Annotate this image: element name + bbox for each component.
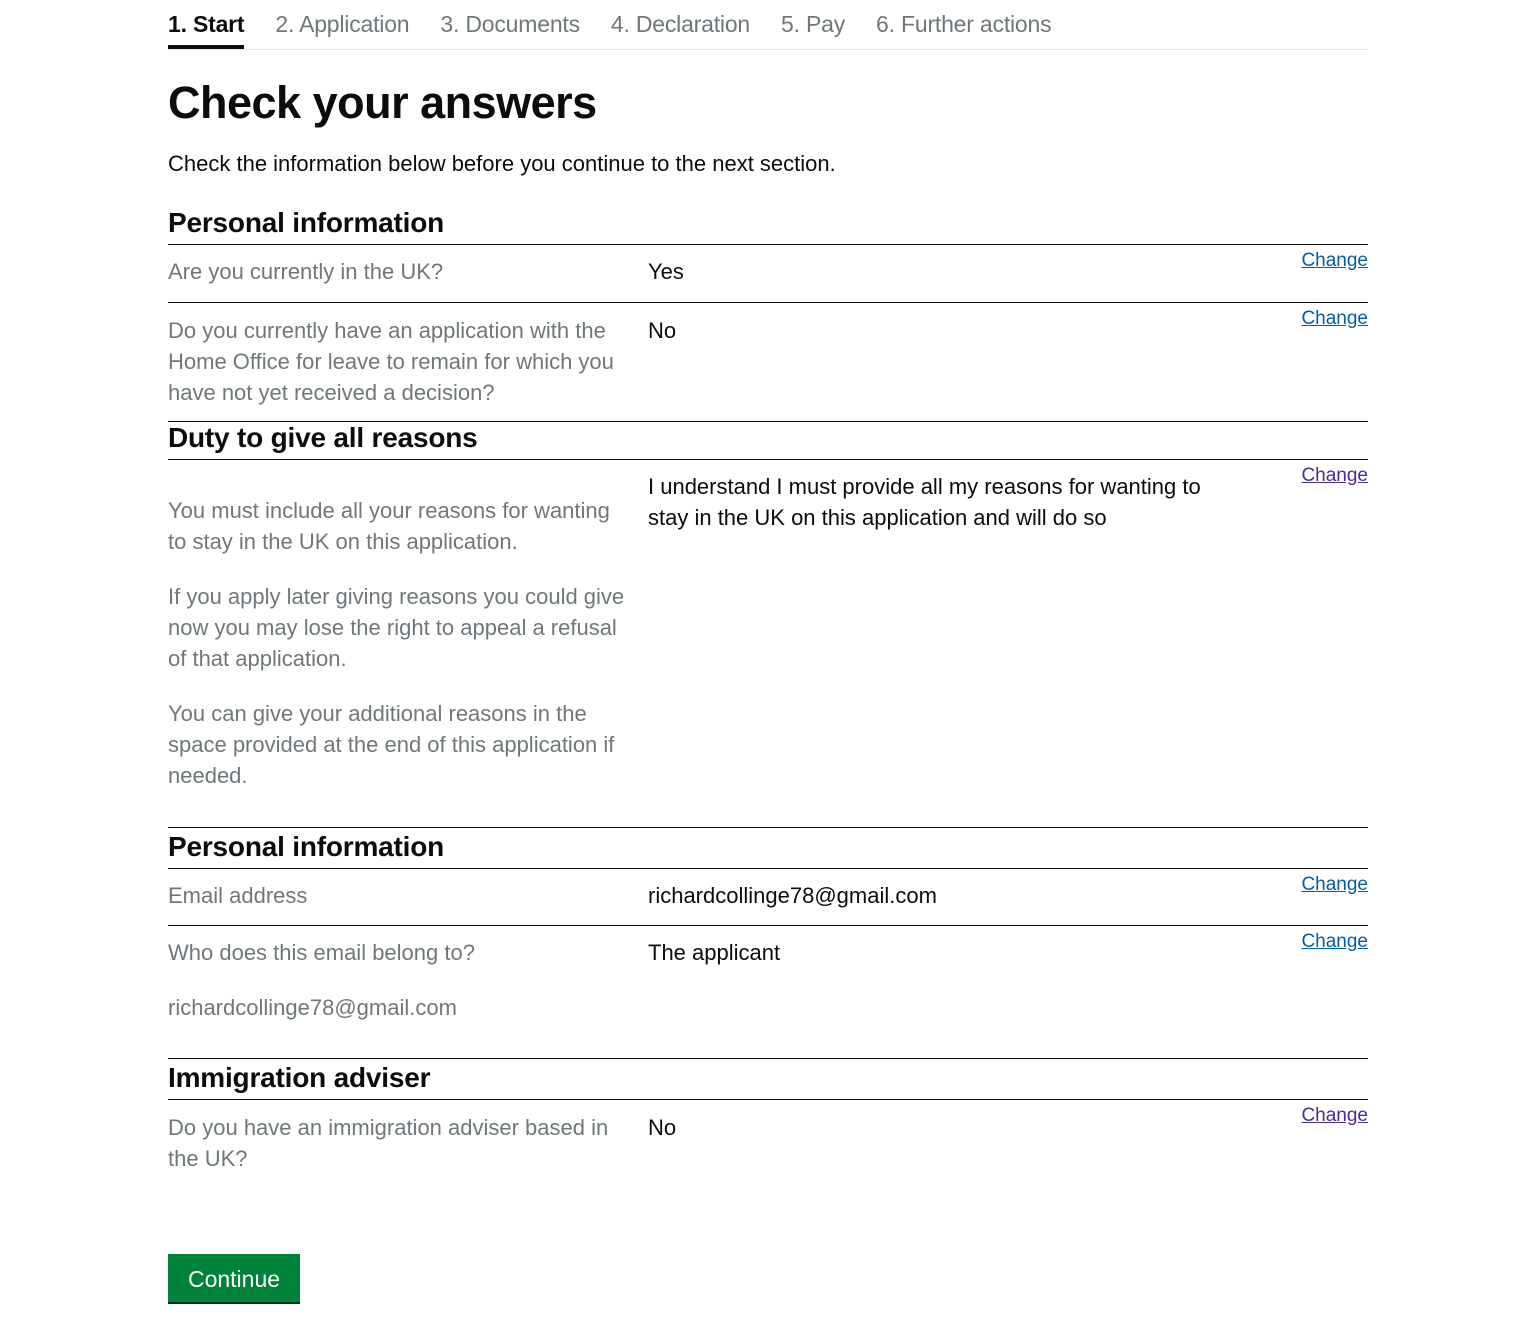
- section-personal-information-email: [168, 827, 1368, 1059]
- summary-row: [168, 460, 1368, 828]
- step-application[interactable]: 2. Application: [275, 11, 410, 37]
- row-key-text: Email address: [168, 883, 308, 908]
- change-link[interactable]: Change: [1301, 931, 1368, 952]
- change-link[interactable]: Change: [1301, 1105, 1368, 1126]
- section-heading: Immigration adviser: [168, 1059, 1368, 1100]
- row-value: Yes: [648, 259, 684, 284]
- row-key: [168, 495, 630, 815]
- lead-text: Check the information below before you continue to the next section.: [168, 151, 836, 176]
- step-declaration[interactable]: 4. Declaration: [610, 11, 751, 37]
- row-key: [168, 1112, 630, 1198]
- section-immigration-adviser: [168, 1058, 1368, 1190]
- section-heading: Personal information: [168, 828, 1368, 869]
- step-start[interactable]: 1. Start: [168, 0, 244, 49]
- step-pay[interactable]: 5. Pay: [781, 11, 846, 37]
- summary-row: [168, 1100, 1368, 1190]
- change-link[interactable]: Change: [1301, 308, 1368, 329]
- change-link[interactable]: Change: [1301, 874, 1368, 895]
- row-key-text: richardcollinge78@gmail.com: [168, 995, 457, 1020]
- row-key: [168, 315, 638, 432]
- row-value: I understand I must provide all my reasons for wanting to stay in the UK on this application and will do so: [648, 474, 1201, 530]
- row-key: [168, 937, 630, 1047]
- summary-row: [168, 303, 1368, 422]
- page-title: Check your answers: [168, 77, 597, 128]
- row-value: No: [648, 318, 677, 343]
- row-value: No: [648, 1115, 677, 1140]
- summary-row: [168, 869, 1368, 926]
- row-key-text: You must include all your reasons for wanting to stay in the UK on this application.: [168, 498, 610, 554]
- section-heading: Duty to give all reasons: [168, 419, 1368, 460]
- row-value: richardcollinge78@gmail.com: [648, 883, 937, 908]
- section-duty-to-give-all-reasons: [168, 419, 1368, 828]
- change-link[interactable]: Change: [1301, 465, 1368, 486]
- step-documents[interactable]: 3. Documents: [440, 11, 580, 37]
- row-key-text: Do you have an immigration adviser based in the UK?: [168, 1115, 609, 1171]
- step-further-actions[interactable]: 6. Further actions: [876, 11, 1052, 37]
- section-personal-information: [168, 204, 1368, 422]
- row-key-text: You can give your additional reasons in the space provided at the end of this application if needed.: [168, 701, 615, 788]
- summary-row: [168, 245, 1368, 303]
- row-key-text: Who does this email belong to?: [168, 940, 475, 965]
- step-navigation: [168, 0, 1368, 50]
- row-value: The applicant: [648, 940, 781, 965]
- row-key-text: If you apply later giving reasons you could give now you may lose the right to appeal a refusal of that application.: [168, 584, 625, 671]
- change-link[interactable]: Change: [1301, 250, 1368, 271]
- summary-row: [168, 926, 1368, 1059]
- continue-button[interactable]: Continue: [168, 1254, 300, 1302]
- row-key-text: Do you currently have an application with the Home Office for leave to remain for which you have not yet received a decision?: [168, 318, 614, 405]
- row-key-text: Are you currently in the UK?: [168, 259, 444, 284]
- section-heading: Personal information: [168, 204, 1368, 245]
- page-container: [168, 0, 1368, 1292]
